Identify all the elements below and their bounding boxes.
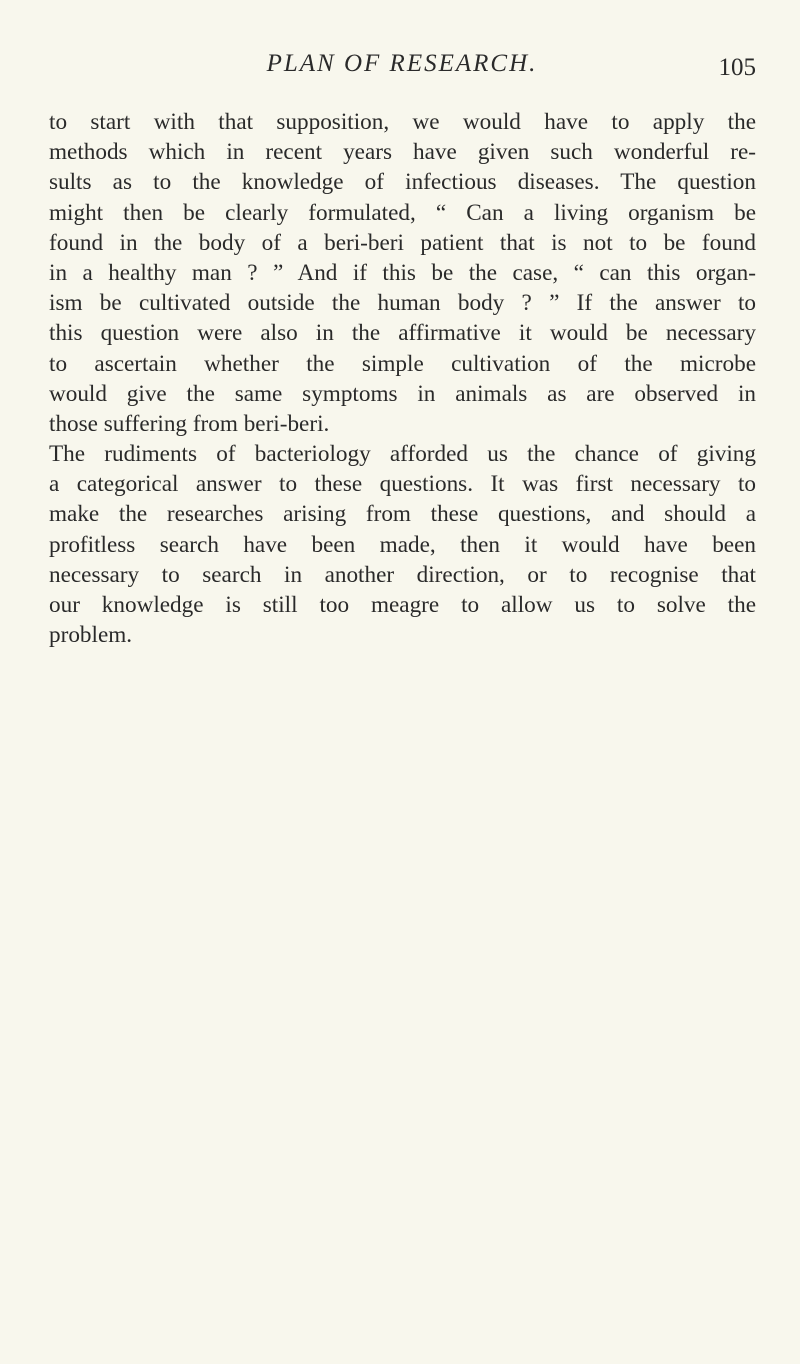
running-head <box>48 50 756 90</box>
text-line: might then be clearly formulated, “ Can a living organism be <box>49 199 756 226</box>
running-title: PLAN OF RESEARCH. <box>266 50 538 77</box>
text-line: necessary to search in another direction, or to recognise that <box>49 561 756 588</box>
body-text <box>49 107 756 650</box>
text-line: our knowledge is still too meagre to allow us to solve the <box>49 592 756 618</box>
text-line: profitless search have been made, then it would have been <box>49 531 756 558</box>
text-line: found in the body of a beri-beri patient that is not to be found <box>49 229 756 256</box>
text-line: those suffering from beri-beri. <box>49 410 330 437</box>
text-line: this question were also in the affirmative it would be necessary <box>49 320 756 347</box>
text-line: would give the same symptoms in animals as are observed in <box>49 380 756 407</box>
text-line: to start with that supposition, we would have to apply the <box>49 109 756 135</box>
text-line: sults as to the knowledge of infectious diseases. The question <box>49 169 756 196</box>
text-line: ism be cultivated outside the human body ? ” If the answer to <box>49 290 756 317</box>
text-line: make the researches arising from these questions, and should a <box>49 501 756 528</box>
text-line: a categorical answer to these questions. It was first necessary to <box>49 471 756 498</box>
page-number: 105 <box>718 54 756 81</box>
text-line: methods which in recent years have given such wonderful re- <box>49 139 756 166</box>
text-line: in a healthy man ? ” And if this be the case, “ can this organ- <box>49 259 756 286</box>
text-line: problem. <box>49 622 133 649</box>
text-line: The rudiments of bacteriology afforded us the chance of giving <box>49 441 756 468</box>
text-line: to ascertain whether the simple cultivation of the microbe <box>49 350 756 377</box>
